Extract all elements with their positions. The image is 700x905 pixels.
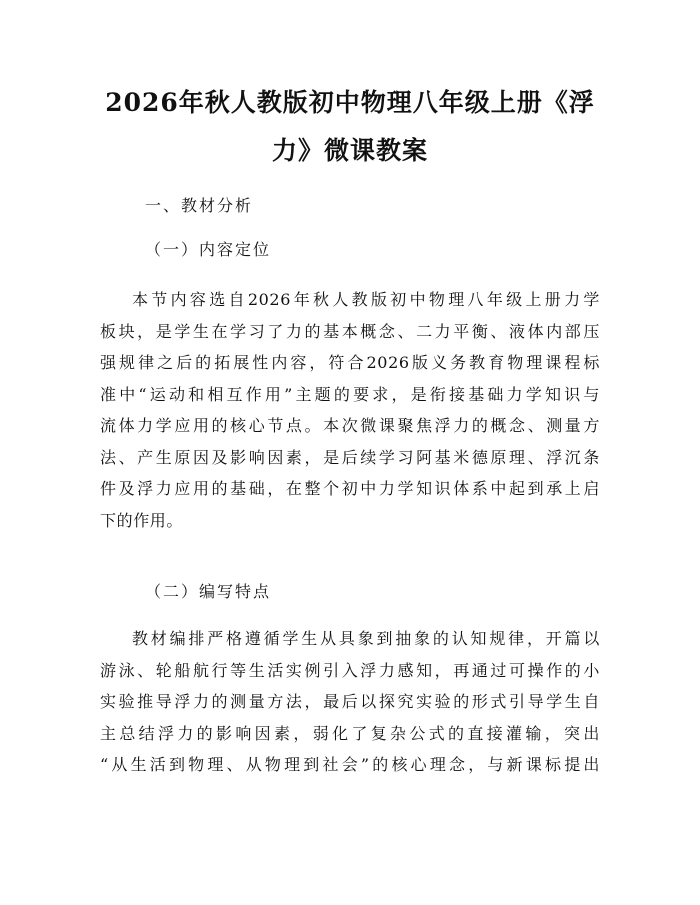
paragraph-line: 板块，是学生在学习了力的基本概念、二力平衡、液体内部压 [100,321,600,341]
section-heading-textbook-analysis: 一、教材分析 [145,196,254,215]
paragraph-line: 强规律之后的拓展性内容，符合2026版义务教育物理课程标 [100,353,600,372]
paragraph-line: 主总结浮力的影响因素，弱化了复杂公式的直接灌输，突出 [100,723,600,743]
paragraph-line: 件及浮力应用的基础，在整个初中力学知识体系中起到承上启 [100,479,600,498]
paragraph-content-positioning [100,284,600,536]
paragraph-line: “从生活到物理、从物理到社会”的核心理念，与新课标提出 [100,755,600,774]
document-title-line-1: 2026年秋人教版初中物理八年级上册《浮 [105,88,595,117]
paragraph-writing-features [100,623,600,781]
subsection-heading-content-positioning: （一）内容定位 [145,240,272,259]
paragraph-line: 准中“运动和相互作用”主题的要求，是衔接基础力学知识与 [100,384,600,404]
paragraph-line: 游泳、轮船航行等生活实例引入浮力感知，再通过可操作的小 [100,660,600,680]
paragraph-line: 实验推导浮力的测量方法，最后以探究实验的形式引导学生自 [100,692,600,711]
subsection-heading-writing-features: （二）编写特点 [145,582,272,601]
paragraph-line: 法、产生原因及影响因素，是后续学习阿基米德原理、浮沉条 [100,447,600,467]
paragraph-line: 教材编排严格遵循学生从具象到抽象的认知规律，开篇以 [132,629,600,648]
paragraph-line: 流体力学应用的核心节点。本次微课聚焦浮力的概念、测量方 [100,416,600,435]
paragraph-line: 下的作用。 [100,510,184,530]
paragraph-line: 本节内容选自2026年秋人教版初中物理八年级上册力学 [132,290,600,309]
document-title-line-2: 力》微课教案 [271,136,428,165]
